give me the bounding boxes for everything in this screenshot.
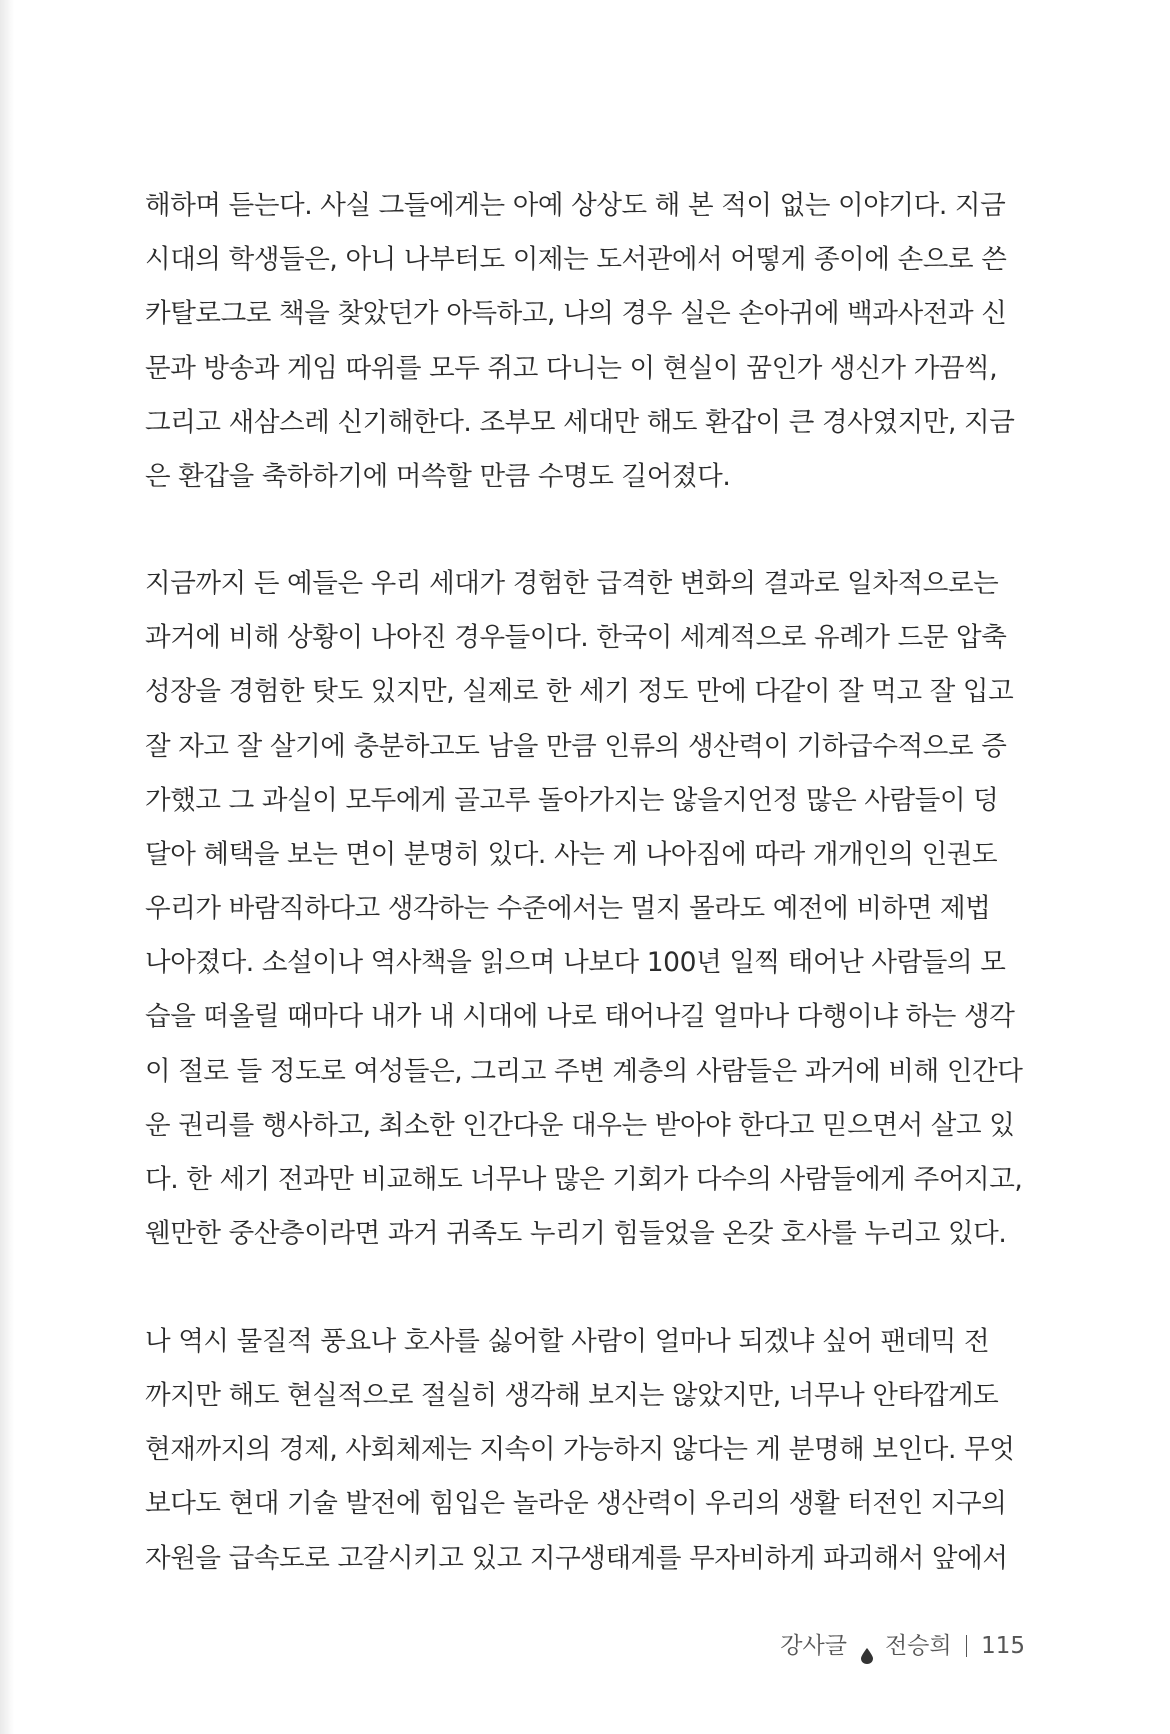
footer-divider (966, 1635, 968, 1657)
page-footer (780, 1628, 1025, 1664)
text-line: 성장을 경험한 탓도 있지만, 실제로 한 세기 정도 만에 다같이 잘 먹고 잘 입고 (145, 676, 1014, 707)
text-line: 가했고 그 과실이 모두에게 골고루 돌아가지는 않을지언정 많은 사람들이 덩 (145, 785, 999, 816)
text-line: 현재까지의 경제, 사회체제는 지속이 가능하지 않다는 게 분명해 보인다. 무엇 (145, 1434, 1015, 1465)
text-line: 습을 떠올릴 때마다 내가 내 시대에 나로 태어나길 얼마나 다행이냐 하는 생각 (145, 1001, 1015, 1032)
text-line: 까지만 해도 현실적으로 절실히 생각해 보지는 않았지만, 너무나 안타깝게도 (145, 1380, 999, 1411)
text-line: 과거에 비해 상황이 나아진 경우들이다. 한국이 세계적으로 유례가 드문 압축 (145, 622, 1007, 653)
text-line: 자원을 급속도로 고갈시키고 있고 지구생태계를 무자비하게 파괴해서 앞에서 (145, 1543, 1008, 1574)
text-line: 잘 자고 잘 살기에 충분하고도 남을 만큼 인류의 생산력이 기하급수적으로 증 (145, 731, 1007, 762)
text-line: 우리가 바람직하다고 생각하는 수준에서는 멀지 몰라도 예전에 비하면 제법 (145, 893, 991, 924)
footer-author: 전승희 (884, 1633, 952, 1659)
text-line: 은 환갑을 축하하기에 머쓱할 만큼 수명도 길어졌다. (145, 461, 731, 492)
text-line: 시대의 학생들은, 아니 나부터도 이제는 도서관에서 어떻게 종이에 손으로 쓴 (145, 244, 1007, 275)
text-line: 카탈로그로 책을 찾았던가 아득하고, 나의 경우 실은 손아귀에 백과사전과 신 (145, 298, 1007, 329)
water-drop-icon (861, 1639, 873, 1655)
text-line: 지금까지 든 예들은 우리 세대가 경험한 급격한 변화의 결과로 일차적으로는 (145, 568, 999, 599)
text-line: 나 역시 물질적 풍요나 호사를 싫어할 사람이 얼마나 되겠냐 싶어 팬데믹 전 (145, 1326, 990, 1357)
page-edge-shadow (0, 0, 14, 1734)
text-line: 운 권리를 행사하고, 최소한 인간다운 대우는 받아야 한다고 믿으면서 살고 있 (145, 1110, 1015, 1141)
text-line: 그리고 새삼스레 신기해한다. 조부모 세대만 해도 환갑이 큰 경사였지만, 지금 (145, 407, 1015, 438)
text-line: 보다도 현대 기술 발전에 힘입은 놀라운 생산력이 우리의 생활 터전인 지구의 (145, 1488, 1007, 1519)
page-number: 115 (981, 1633, 1025, 1659)
text-line: 웬만한 중산층이라면 과거 귀족도 누리기 힘들었을 온갖 호사를 누리고 있다. (145, 1218, 1007, 1249)
text-line: 나아졌다. 소설이나 역사책을 읽으며 나보다 100년 일찍 태어난 사람들의 모 (145, 947, 1006, 978)
text-line: 이 절로 들 정도로 여성들은, 그리고 주변 계층의 사람들은 과거에 비해 인간다 (145, 1056, 1023, 1087)
text-line: 해하며 듣는다. 사실 그들에게는 아예 상상도 해 본 적이 없는 이야기다. 지금 (145, 190, 1006, 221)
footer-section-title: 강사글 (780, 1633, 847, 1659)
text-line: 문과 방송과 게임 따위를 모두 쥐고 다니는 이 현실이 꿈인가 생신가 가끔씩, (145, 353, 998, 384)
text-line: 달아 혜택을 보는 면이 분명히 있다. 사는 게 나아짐에 따라 개개인의 인권도 (145, 839, 998, 870)
text-line: 다. 한 세기 전과만 비교해도 너무나 많은 기회가 다수의 사람들에게 주어지고, (145, 1164, 1023, 1195)
